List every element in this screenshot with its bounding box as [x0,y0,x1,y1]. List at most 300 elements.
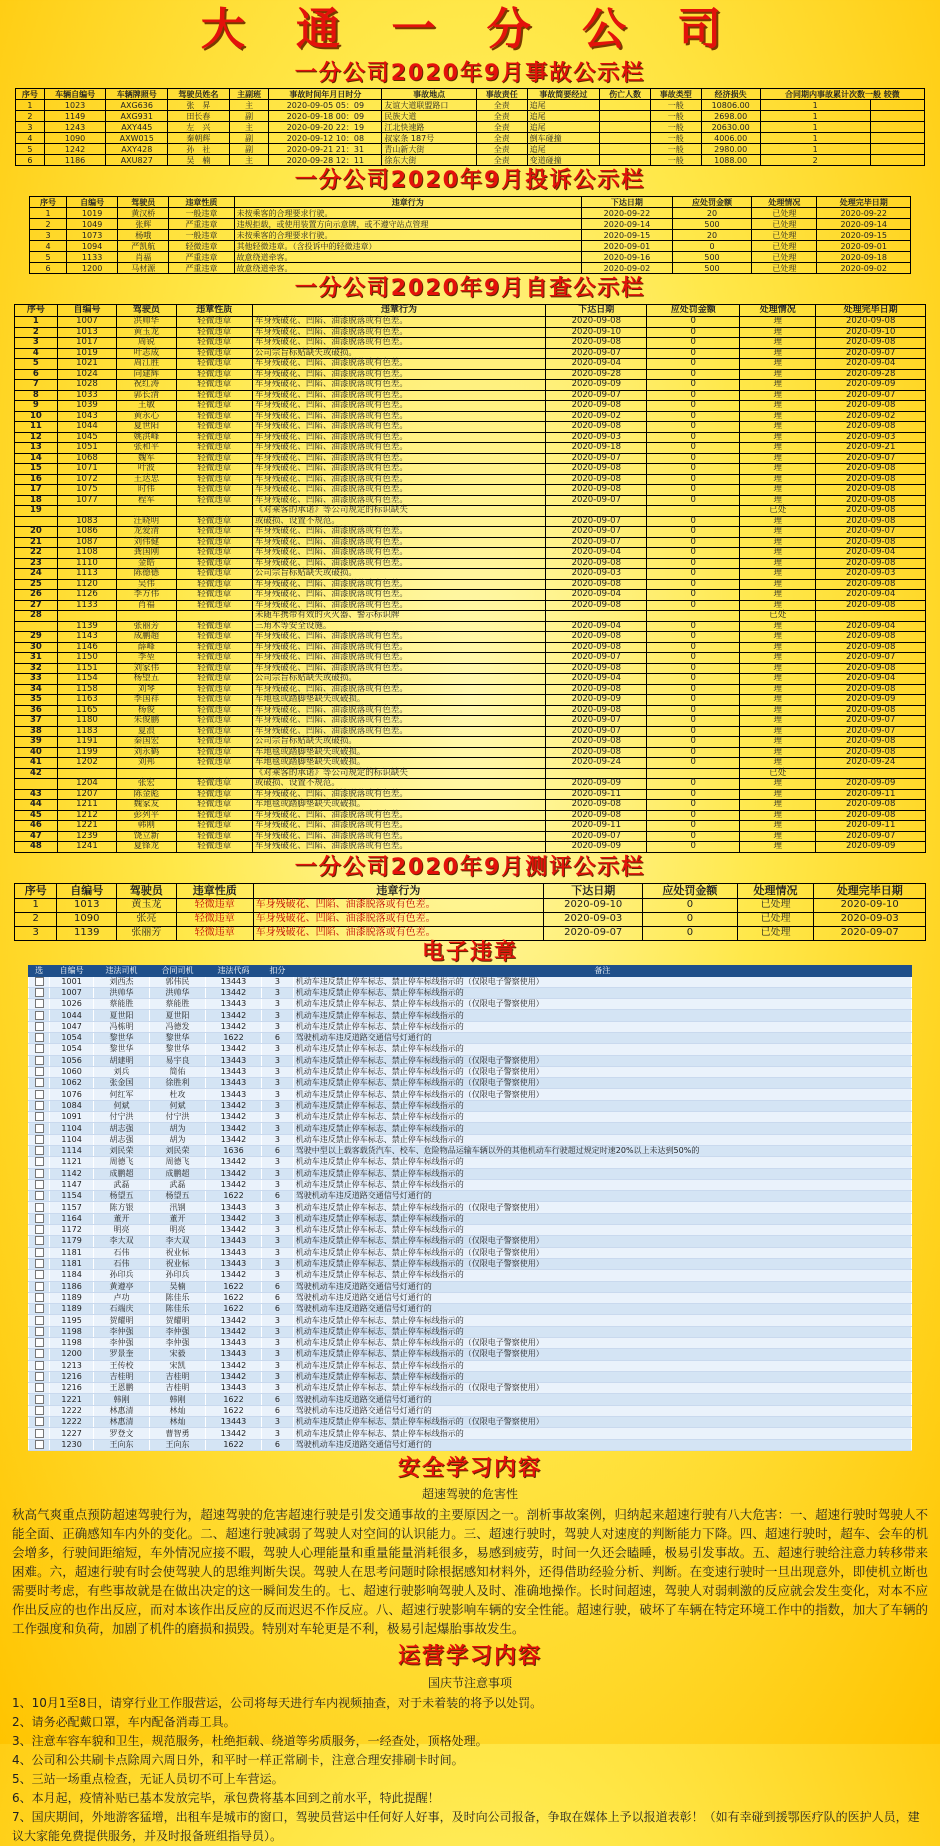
table-cell: 2020-09-08 [816,705,926,716]
column-header: 事故责任 [476,89,527,100]
table-cell: 轻微违章 [176,737,252,748]
table-cell: 宋毅 [150,1349,206,1360]
table-cell: 2980.00 [701,144,760,155]
table-cell: 1242 [44,144,106,155]
table-cell: 1071 [57,464,116,475]
table-cell: 机动车违反禁止停车标志、禁止停车标线指示的 [293,1134,911,1145]
table-cell: 2020-09-11 [816,789,926,800]
table-cell: 1139 [57,621,116,632]
table-cell: 轻微违章 [176,411,252,422]
table-cell: 3 [262,1055,294,1066]
table-cell: 陈金彪 [117,789,176,800]
table-cell [816,768,926,779]
table-cell: 轻微违章 [176,527,252,538]
row-checkbox[interactable] [35,1067,44,1076]
table-cell: 胡为 [150,1134,206,1145]
table-cell: 轻微违章 [176,359,252,370]
table-cell: 轻微违章 [176,569,252,580]
table-cell: 34 [15,684,58,695]
table-cell: 0 [647,800,740,811]
table-cell: 秦朝辉 [168,133,230,144]
table-cell: 理 [740,789,816,800]
row-checkbox[interactable] [35,1259,44,1268]
row-checkbox[interactable] [35,1157,44,1166]
table-cell: 夏世阳 [117,422,176,433]
table-cell: 张丽芳 [117,926,177,940]
row-checkbox[interactable] [35,977,44,986]
row-checkbox[interactable] [35,1282,44,1291]
column-header: 序号 [15,305,58,317]
table-cell: 徐东大街 [382,155,477,166]
table-row [15,558,926,569]
table-cell: 0 [643,912,737,926]
table-row [15,737,926,748]
table-row [15,621,926,632]
table-cell: 副 [229,133,269,144]
row-checkbox[interactable] [35,988,44,997]
table-cell: 2020-09-08 [546,401,647,412]
table-row [15,579,926,590]
table-cell: 13442 [206,1044,262,1055]
table-cell: 饶立新 [117,831,176,842]
column-header: 违章行为 [234,197,581,208]
table-cell: 吴 楠 [168,155,230,166]
table-cell: 宋凯 [150,1360,206,1371]
table-cell: 驾驶中型以上载客载货汽车、校车、危险物品运输车辆以外的其他机动车行驶超过规定时速20%以上未达到50%的 [293,1145,911,1156]
table-cell: 吴楠 [150,1281,206,1292]
ops-subtitle: 国庆节注意事项 [427,1675,512,1690]
table-cell: 13442 [206,1021,262,1032]
table-cell: 2020-09-08 [816,401,926,412]
column-header: 合同司机 [150,965,206,976]
table-row [15,747,926,758]
row-checkbox[interactable] [35,1090,44,1099]
row-checkbox[interactable] [35,1349,44,1358]
table-row [29,1338,912,1349]
table-cell: 3 [262,1112,294,1123]
table-cell: 2020-09-08 [546,474,647,485]
table-cell: 严重违章 [169,219,234,230]
table-cell: 13442 [206,1179,262,1190]
table-cell: 车身残破花、凹陷、油漆脱落或有色差。 [252,369,545,380]
table-cell: 驾驶机动车违反道路交通信号灯通行的 [293,1405,911,1416]
table-cell: 车身残破花、凹陷、油漆脱落或有色差。 [252,317,545,328]
table-cell: 3 [262,1247,294,1258]
table-cell: 2020-09-07 [816,831,926,842]
table-row [15,548,926,559]
row-checkbox[interactable] [35,1169,44,1178]
row-checkbox[interactable] [35,1033,44,1042]
table-row [29,1428,912,1439]
table-cell: 叶波 [117,464,176,475]
selfcheck-table [14,304,926,853]
table-cell: 0 [647,842,740,853]
table-row [15,411,926,422]
table-cell: 1165 [57,705,116,716]
row-checkbox[interactable] [35,1417,44,1426]
table-cell: 0 [647,821,740,832]
table-cell: 1033 [57,390,116,401]
table-cell: 李仲强 [94,1338,150,1349]
table-row [15,464,926,475]
table-cell: 1143 [57,632,116,643]
table-row [15,327,926,338]
table-cell: 36 [15,705,58,716]
table-cell: 吉桂明 [94,1371,150,1382]
table-cell: 0 [647,726,740,737]
table-cell: 已处理 [737,912,814,926]
table-cell: 公司宗旨标贴缺失或破损。 [252,674,545,685]
table-cell: 13442 [206,1010,262,1021]
table-cell: 已处理 [737,926,814,940]
table-cell: 车身残破花、凹陷、油漆脱落或有色差。 [253,898,544,912]
column-header: 违章性质 [176,305,252,317]
table-cell: 轻微违章 [176,842,252,853]
table-cell: 陈方银 [94,1202,150,1213]
table-cell: 1222 [50,1405,94,1416]
table-cell: 2020-09-11 [816,821,926,832]
table-cell: 16 [15,474,58,485]
table-cell: 13442 [206,1112,262,1123]
table-cell: 2020-09-07 [816,527,926,538]
table-cell: 2020-09-07 [546,495,647,506]
table-cell: 0 [647,527,740,538]
row-select-cell [29,1371,50,1382]
table-cell: 车身残破花、凹陷、油漆脱落或有色差。 [253,926,544,940]
table-cell: 2020-09-07 [816,348,926,359]
table-cell: 轻微违章 [176,327,252,338]
table-cell: 机动车违反禁止停车标志、禁止停车标线指示的（仅限电子警察使用） [293,1247,911,1258]
table-cell: 20 [672,208,751,219]
table-cell: 严重违章 [169,252,234,263]
row-checkbox[interactable] [35,1372,44,1381]
table-cell: 车身残破花、凹陷、油漆脱落或有色差。 [252,453,545,464]
table-cell: 2020-09-08 [546,464,647,475]
column-header: 驾驶员 [117,305,176,317]
table-cell: 驾驶机动车违反道路交通信号灯通行的 [293,1304,911,1315]
table-cell: 2020-09-08 [546,338,647,349]
ops-item: 4、公司和公共刷卡点除周六周日外，和平时一样正常刷卡，注意合理安排刷卡时间。 [12,1752,464,1767]
table-cell: 2020-09-07 [816,453,926,464]
table-cell: 追尾 [527,100,600,111]
table-row [29,1168,912,1179]
table-cell [546,768,647,779]
row-checkbox[interactable] [35,1338,44,1347]
table-cell: 1 [760,122,870,133]
table-cell: 20 [15,527,58,538]
row-checkbox[interactable] [35,1406,44,1415]
ops-item: 6、本月起，疫情补贴已基本发放完毕，承包费将基本回到之前水平，特此提醒！ [12,1790,440,1805]
table-cell: 轻微违章 [176,338,252,349]
table-cell: 1044 [50,1010,94,1021]
row-checkbox[interactable] [35,1248,44,1257]
table-cell: 1195 [50,1315,94,1326]
table-cell: 0 [647,317,740,328]
ops-item: 2、请务必配戴口罩，车内配备消毒工具。 [12,1714,236,1729]
table-cell: 黄汉桥 [118,208,169,219]
table-row [15,768,926,779]
row-checkbox[interactable] [35,1011,44,1020]
row-checkbox[interactable] [35,1146,44,1155]
table-cell [176,768,252,779]
table-cell: 1147 [50,1179,94,1190]
table-cell: 2020-09-04 [816,621,926,632]
table-cell: 一般违章 [169,208,234,219]
table-cell: 13442 [206,1428,262,1439]
table-cell: 杜攻 [150,1089,206,1100]
table-cell: 轻微违章 [176,663,252,674]
table-cell: 1 [15,317,58,328]
table-cell: 1084 [50,1100,94,1111]
table-cell: 3 [262,976,294,987]
table-row [29,1010,912,1021]
row-checkbox[interactable] [35,1101,44,1110]
table-cell: 理 [740,527,816,538]
table-cell: 车身残破花、凹陷、油漆脱落或有色差。 [252,338,545,349]
row-checkbox[interactable] [35,1316,44,1325]
table-row [15,474,926,485]
table-cell: 成鹏超 [94,1168,150,1179]
table-cell: 全责 [476,100,527,111]
table-cell: 机动车违反禁止停车标志、禁止停车标线指示的（仅限电子警察使用） [293,1055,911,1066]
table-row [15,684,926,695]
row-checkbox[interactable] [35,1180,44,1189]
table-cell: 徐胜利 [150,1078,206,1089]
row-checkbox[interactable] [35,1293,44,1302]
table-cell: 轻微违章 [176,926,253,940]
table-cell: 张 昇 [168,100,230,111]
row-select-cell [29,1417,50,1428]
table-cell: 13443 [206,1417,262,1428]
row-checkbox[interactable] [35,1383,44,1392]
table-cell: 0 [647,548,740,559]
table-cell: 轻微违章 [176,674,252,685]
table-cell: 3 [262,1349,294,1360]
row-checkbox[interactable] [35,1327,44,1336]
table-cell: 机动车违反禁止停车标志、禁止停车标线指示的 [293,1010,911,1021]
table-cell: 2020-09-07 [814,926,926,940]
table-cell: 蔡能胜 [150,999,206,1010]
table-cell: 已处理 [752,208,817,219]
table-cell: 严重违章 [169,263,234,274]
table-cell: 理 [740,621,816,632]
row-checkbox[interactable] [35,1214,44,1223]
table-cell: 1211 [57,800,116,811]
table-cell: 叔家条 187号 [382,133,477,144]
row-checkbox[interactable] [35,1056,44,1065]
table-cell: 2020-09-08 [816,506,926,517]
table-cell: 13443 [206,1089,262,1100]
row-select-cell [29,1191,50,1202]
row-select-cell [29,1383,50,1394]
table-cell: 王恩鹏 [94,1383,150,1394]
table-cell: 1075 [57,485,116,496]
table-cell: 3 [16,122,45,133]
table-cell: 2020-09-11 [546,789,647,800]
table-cell: 32 [15,663,58,674]
table-cell: 车身残破花、凹陷、油漆脱落或有色差。 [252,653,545,664]
table-cell: 机动车违反禁止停车标志、禁止停车标线指示的 [293,1326,911,1337]
table-row [15,674,926,685]
table-cell: 1204 [57,779,116,790]
table-cell: 故意绕道牵客。 [234,263,581,274]
table-cell: 2020-09-08 [816,632,926,643]
table-cell: 一般 [650,155,701,166]
table-cell: 已处理 [752,230,817,241]
table-cell: 贺耀明 [150,1315,206,1326]
table-cell: 46 [15,821,58,832]
table-cell: 2020-09-07 [546,516,647,527]
table-cell: 何红军 [94,1089,150,1100]
table-cell: 1013 [57,327,116,338]
table-cell: 4 [30,241,67,252]
table-cell: 4006.00 [701,133,760,144]
table-row [15,422,926,433]
table-cell: 理 [740,485,816,496]
table-cell: 理 [740,684,816,695]
table-cell: 3 [30,230,67,241]
table-cell: 3 [15,338,58,349]
row-checkbox[interactable] [35,1112,44,1121]
table-cell: 1198 [50,1326,94,1337]
table-cell: 25 [15,579,58,590]
table-cell: 轻微违章 [176,590,252,601]
column-header: 违章性质 [169,197,234,208]
row-checkbox[interactable] [35,1191,44,1200]
row-select-cell [29,1021,50,1032]
table-cell: 1126 [57,590,116,601]
table-cell [15,779,58,790]
table-cell: 车身残破花、凹陷、油漆脱落或有色差。 [252,632,545,643]
table-cell: 车身残破花、凹陷、油漆脱落或有色差。 [252,411,545,422]
table-cell: 1091 [50,1112,94,1123]
company-title: 大 通 一 分 公 司 [200,4,740,55]
column-header: 主副班 [229,89,269,100]
table-cell: 叶志成 [117,348,176,359]
table-cell: 1 [760,144,870,155]
table-cell: 武磊 [150,1179,206,1190]
table-cell: 24 [15,569,58,580]
row-checkbox[interactable] [35,1236,44,1245]
column-header: 处理完毕日期 [814,883,926,898]
table-cell: 1180 [57,716,116,727]
table-cell: 轻微违章 [176,758,252,769]
table-cell: 刘邦 [117,758,176,769]
row-checkbox[interactable] [35,1225,44,1234]
table-cell: 31 [15,653,58,664]
row-checkbox[interactable] [35,1078,44,1087]
row-checkbox[interactable] [35,1203,44,1212]
row-checkbox[interactable] [35,1135,44,1144]
table-cell: 成鹏超 [150,1168,206,1179]
table-cell: 李大双 [150,1236,206,1247]
table-cell: 39 [15,737,58,748]
table-cell: 6 [262,1405,294,1416]
ops-item: 7、国庆期间，外地游客猛增，出租车是城市的窗口，驾驶员营运中任何好人好事，及时向公司报备，争取在媒体上予以报道表彰！（如有幸碰到援鄂医疗队的医护人员，建议大家能免费提供服务，并及时报备班组指导员）。 [12,1809,920,1843]
table-cell: 2020-09-07 [816,716,926,727]
table-cell: 2020-09-24 [816,758,926,769]
row-checkbox[interactable] [35,999,44,1008]
table-cell: 轻微违章 [176,789,252,800]
table-cell: 1104 [50,1123,94,1134]
row-checkbox[interactable] [35,1395,44,1404]
table-cell: 0 [647,569,740,580]
table-row [15,695,926,706]
row-checkbox[interactable] [35,1044,44,1053]
table-cell: 0 [647,474,740,485]
table-cell: 车身残破花、凹陷、油漆脱落或有色差。 [252,380,545,391]
table-cell: 1090 [57,912,117,926]
table-cell: 林惠清 [94,1417,150,1428]
table-cell: 2020-09-08 [816,810,926,821]
table-cell: 已处理 [752,252,817,263]
table-cell: 2020-09-08 [816,317,926,328]
row-checkbox[interactable] [35,1429,44,1438]
table-cell: 13442 [206,1134,262,1145]
table-cell: 或破损、设置不规范。 [252,779,545,790]
column-header: 违章行为 [252,305,545,317]
row-checkbox[interactable] [35,1124,44,1133]
table-row [29,1202,912,1213]
row-checkbox[interactable] [35,1361,44,1370]
column-header: 驾驶员姓名 [168,89,230,100]
table-cell: 机动车违反禁止停车标志、禁止停车标线指示的（仅限电子警察使用） [293,1236,911,1247]
table-cell: 1179 [50,1236,94,1247]
table-cell: 车身残破花、凹陷、油漆脱落或有色差。 [252,432,545,443]
table-cell: 1 [760,133,870,144]
table-cell: 2020-09-08 [816,422,926,433]
table-cell: 理 [740,548,816,559]
table-cell: 马材源 [118,263,169,274]
table-cell: 龙爱清 [117,527,176,538]
table-cell: 车身残破花、凹陷、油漆脱落或有色差。 [252,401,545,412]
table-cell: 车身残破花、凹陷、油漆脱落或有色差。 [252,831,545,842]
row-select-cell [29,1202,50,1213]
table-cell: 罗登文 [94,1428,150,1439]
table-row [15,516,926,527]
row-checkbox[interactable] [35,1304,44,1313]
table-cell: 1622 [206,1304,262,1315]
table-cell: 故意绕道牵客。 [234,252,581,263]
table-cell [870,111,924,122]
row-select-cell [29,999,50,1010]
table-cell: 金皓 [117,558,176,569]
row-checkbox[interactable] [35,1270,44,1279]
row-select-cell [29,1338,50,1349]
table-cell: 0 [647,558,740,569]
table-cell: 6 [16,155,45,166]
table-cell: 1243 [44,122,106,133]
table-cell: 3 [262,1123,294,1134]
table-cell: 理 [740,537,816,548]
table-cell: 车身残破花、凹陷、油漆脱落或有色差。 [253,912,544,926]
table-row [29,1236,912,1247]
row-checkbox[interactable] [35,1440,44,1449]
table-cell: 1221 [57,821,116,832]
table-cell: 0 [647,600,740,611]
table-cell: 2020-09-08 [816,579,926,590]
table-cell: 洪帅华 [150,987,206,998]
table-cell: 2020-09-08 [816,485,926,496]
row-checkbox[interactable] [35,1022,44,1031]
table-cell: 违规拒载，或使用装置方向示意牌，或不遵守站点管理 [234,219,581,230]
table-cell: AXG636 [106,100,168,111]
table-cell: 理 [740,348,816,359]
table-cell: 胡志强 [94,1134,150,1145]
table-cell: 陈佳乐 [150,1292,206,1303]
table-cell: 20 [672,230,751,241]
table-row [29,1134,912,1145]
